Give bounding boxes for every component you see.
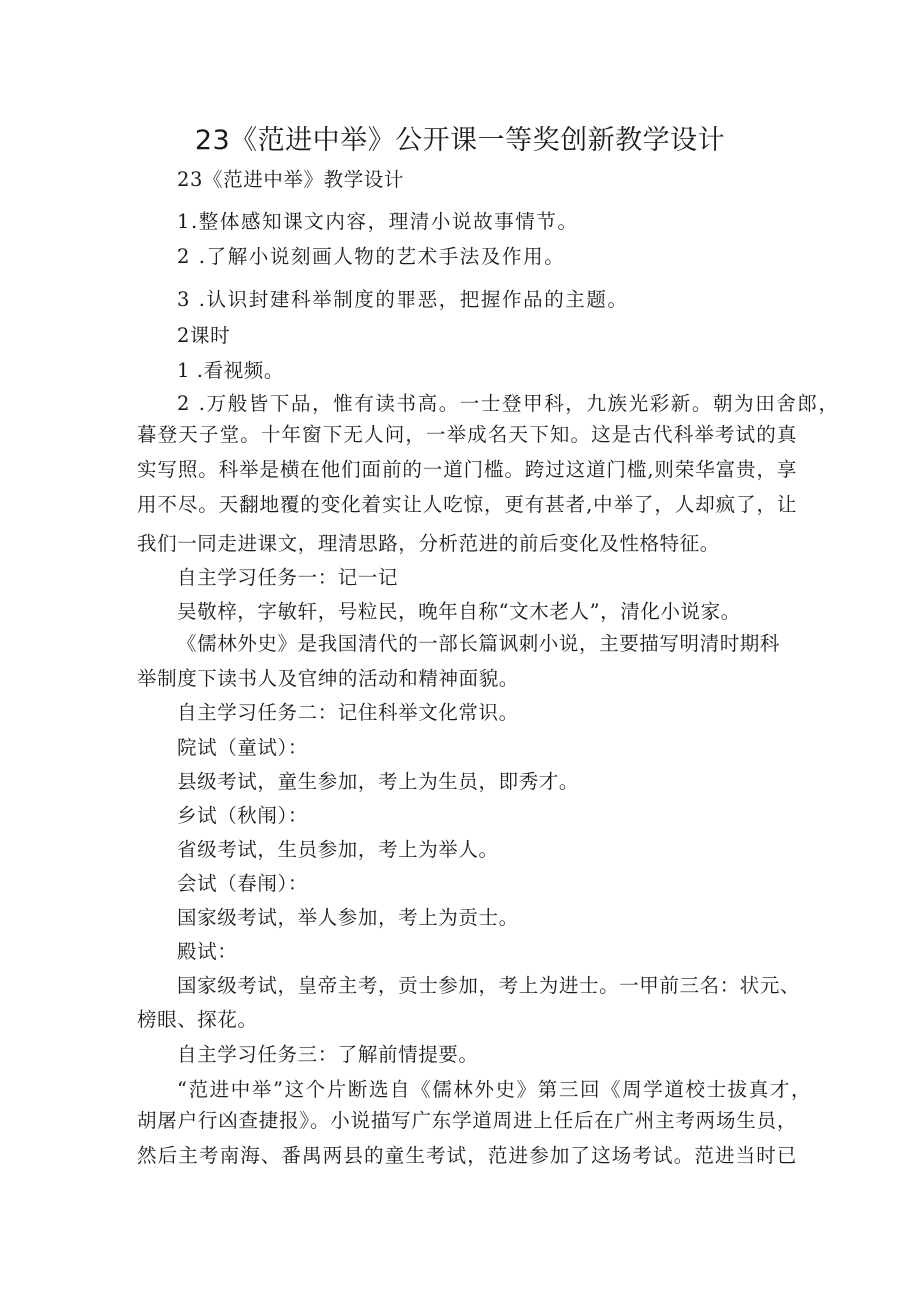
intro-line-3: 实写照。科举是横在他们面前的一道门槛。跨过这道门槛,则荣华富贵，享 <box>137 458 797 481</box>
background-line-1: “范进中举”这个片断选自《儒林外史》第三回《周学道校士拔真才， <box>177 1078 813 1101</box>
lesson-subtitle: 23《范进中举》教学设计 <box>177 168 405 191</box>
objective-3: 3 .认识封建科举制度的罪恶，把握作品的主题。 <box>177 288 629 311</box>
exam-desc: 国家级考试，举人参加，考上为贡士。 <box>177 906 519 929</box>
exam-desc: 国家级考试，皇帝主考，贡士参加，考上为进士。一甲前三名：状元、 <box>177 974 801 997</box>
task3-heading: 自主学习任务三：了解前情提要。 <box>177 1043 479 1066</box>
intro-line-4: 用不尽。天翻地覆的变化着实让人吃惊，更有甚者,中举了，人却疯了，让 <box>137 493 797 516</box>
class-hours: 2课时 <box>177 324 231 347</box>
task1-heading: 自主学习任务一：记一记 <box>177 566 399 589</box>
book-line-1: 《儒林外史》是我国清代的一部长篇讽刺小说，主要描写明清时期科 <box>177 632 781 655</box>
exam-name: 会试（春闱）： <box>177 872 308 895</box>
background-line-2: 胡屠户行凶查捷报》。小说描写广东学道周进上任后在广州主考两场生员， <box>137 1109 797 1132</box>
exam-name: 乡试（秋闱）： <box>177 804 308 827</box>
intro-line-2: 暮登天子堂。十年窗下无人问，一举成名天下知。这是古代科举考试的真 <box>137 423 797 446</box>
objective-2: 2 .了解小说刻画人物的艺术手法及作用。 <box>177 245 566 268</box>
objective-1: 1.整体感知课文内容，理清小说故事情节。 <box>177 210 579 233</box>
step-1: 1 .看视频。 <box>177 359 285 382</box>
exam-last-line: 榜眼、探花。 <box>137 1008 258 1031</box>
exam-name: 院试（童试）： <box>177 736 308 759</box>
exam-desc: 省级考试，生员参加，考上为举人。 <box>177 838 499 861</box>
book-line-2: 举制度下读书人及官绅的活动和精神面貌。 <box>137 667 519 690</box>
exam-name: 殿试： <box>177 940 238 963</box>
document-title: 23《范进中举》公开课一等奖创新教学设计 <box>194 125 726 156</box>
intro-line-5: 我们一同走进课文，理清思路，分析范进的前后变化及性格特征。 <box>137 532 720 555</box>
author-line: 吴敬梓，字敏轩，号粒民，晚年自称“文木老人”，清化小说家。 <box>177 600 741 623</box>
intro-line-1: 2 .万般皆下品，惟有读书高。一士登甲科，九族光彩新。朝为田舍郎， <box>177 392 840 415</box>
background-line-3: 然后主考南海、番禺两县的童生考试，范进参加了这场考试。范进当时已 <box>137 1144 797 1167</box>
task2-heading: 自主学习任务二：记住科举文化常识。 <box>177 701 519 724</box>
exam-desc: 县级考试，童生参加，考上为生员，即秀才。 <box>177 770 580 793</box>
